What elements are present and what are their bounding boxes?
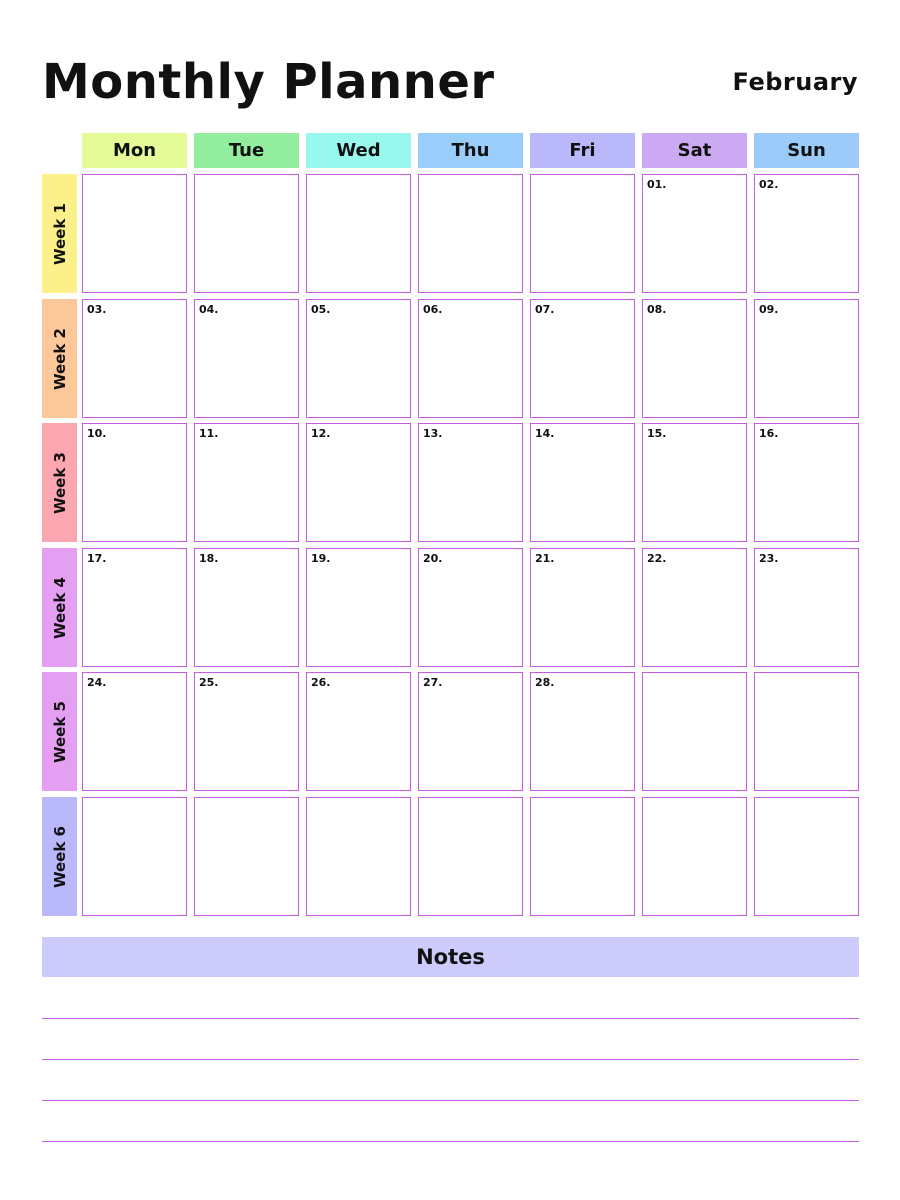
date-number: 09. [759, 303, 779, 316]
notes-line[interactable] [42, 1018, 859, 1019]
day-cell[interactable] [530, 423, 635, 542]
date-number: 05. [311, 303, 331, 316]
day-cell[interactable] [194, 423, 299, 542]
day-cell[interactable] [642, 299, 747, 418]
week-label-text: Week 4 [50, 576, 69, 639]
date-number: 26. [311, 676, 331, 689]
day-cell[interactable] [194, 797, 299, 916]
week-label-text: Week 2 [50, 327, 69, 390]
day-header-sat: Sat [642, 133, 747, 168]
day-cell[interactable] [82, 548, 187, 667]
day-cell[interactable] [82, 299, 187, 418]
day-cell[interactable] [306, 548, 411, 667]
week-label-text: Week 3 [50, 451, 69, 514]
date-number: 14. [535, 427, 555, 440]
date-number: 22. [647, 552, 667, 565]
date-number: 28. [535, 676, 555, 689]
week-label-text: Week 5 [50, 700, 69, 763]
day-cell[interactable] [82, 672, 187, 791]
date-number: 19. [311, 552, 331, 565]
date-number: 23. [759, 552, 779, 565]
day-cell[interactable] [418, 423, 523, 542]
day-cell[interactable] [642, 423, 747, 542]
date-number: 17. [87, 552, 107, 565]
date-number: 08. [647, 303, 667, 316]
day-cell[interactable] [530, 299, 635, 418]
notes-label: Notes [416, 945, 485, 969]
day-header-tue: Tue [194, 133, 299, 168]
day-header-mon: Mon [82, 133, 187, 168]
date-number: 25. [199, 676, 219, 689]
day-header-sun: Sun [754, 133, 859, 168]
day-cell[interactable] [418, 299, 523, 418]
week-label-1 [42, 174, 77, 293]
date-number: 03. [87, 303, 107, 316]
date-number: 12. [311, 427, 331, 440]
week-label-2 [42, 299, 77, 418]
date-number: 20. [423, 552, 443, 565]
notes-line[interactable] [42, 1059, 859, 1060]
day-cell[interactable] [306, 174, 411, 293]
day-cell[interactable] [754, 299, 859, 418]
week-label-4 [42, 548, 77, 667]
day-cell[interactable] [642, 672, 747, 791]
day-cell[interactable] [194, 548, 299, 667]
day-header-fri: Fri [530, 133, 635, 168]
day-header-wed: Wed [306, 133, 411, 168]
day-cell[interactable] [642, 174, 747, 293]
week-label-5 [42, 672, 77, 791]
page-title: Monthly Planner [42, 54, 495, 110]
date-number: 02. [759, 178, 779, 191]
day-header-thu: Thu [418, 133, 523, 168]
day-header-row [82, 133, 859, 168]
notes-line[interactable] [42, 1100, 859, 1101]
date-number: 21. [535, 552, 555, 565]
date-number: 16. [759, 427, 779, 440]
day-cell[interactable] [754, 548, 859, 667]
date-number: 07. [535, 303, 555, 316]
week-label-3 [42, 423, 77, 542]
day-cell[interactable] [530, 797, 635, 916]
day-cell[interactable] [82, 174, 187, 293]
day-cell[interactable] [530, 672, 635, 791]
date-number: 27. [423, 676, 443, 689]
day-cell[interactable] [418, 174, 523, 293]
notes-line[interactable] [42, 1141, 859, 1142]
date-number: 01. [647, 178, 667, 191]
day-cell[interactable] [642, 797, 747, 916]
week-label-text: Week 1 [50, 202, 69, 265]
date-number: 11. [199, 427, 219, 440]
day-cell[interactable] [530, 548, 635, 667]
day-cell[interactable] [82, 423, 187, 542]
date-number: 15. [647, 427, 667, 440]
day-cell[interactable] [418, 672, 523, 791]
day-cell[interactable] [642, 548, 747, 667]
day-cell[interactable] [194, 299, 299, 418]
date-number: 06. [423, 303, 443, 316]
day-cell[interactable] [530, 174, 635, 293]
week-label-6 [42, 797, 77, 916]
date-number: 10. [87, 427, 107, 440]
day-cell[interactable] [82, 797, 187, 916]
day-cell[interactable] [754, 797, 859, 916]
week-label-text: Week 6 [50, 825, 69, 888]
day-cell[interactable] [306, 797, 411, 916]
date-number: 18. [199, 552, 219, 565]
day-cell[interactable] [418, 548, 523, 667]
date-number: 24. [87, 676, 107, 689]
date-number: 13. [423, 427, 443, 440]
day-cell[interactable] [418, 797, 523, 916]
date-number: 04. [199, 303, 219, 316]
day-cell[interactable] [754, 423, 859, 542]
day-cell[interactable] [306, 299, 411, 418]
day-cell[interactable] [194, 174, 299, 293]
day-cell[interactable] [754, 174, 859, 293]
month-label: February [732, 68, 858, 96]
day-cell[interactable] [306, 423, 411, 542]
day-cell[interactable] [306, 672, 411, 791]
day-cell[interactable] [754, 672, 859, 791]
notes-header [42, 937, 859, 977]
day-cell[interactable] [194, 672, 299, 791]
